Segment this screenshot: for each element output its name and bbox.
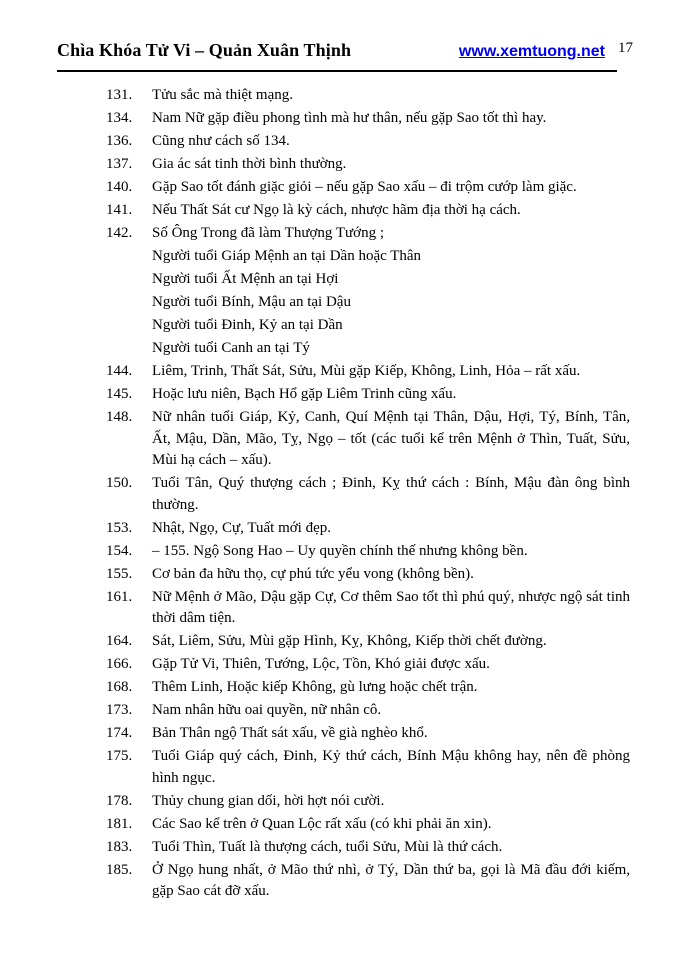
item-number: 183. [106,838,133,855]
item-text: Ở Ngọ hung nhất, ở Mão thứ nhì, ở Tý, Dần thứ ba, gọi là Mã đầu đới kiếm, gặp Sao cát đỡ xấu. [152,861,630,899]
item-text: Số Ông Trong đã làm Thượng Tướng ; [152,225,385,241]
list-item [106,837,630,859]
item-number: 140. [106,179,133,195]
page-number: 17 [618,40,633,56]
item-number: 178. [106,792,133,809]
list-item-continuation [106,338,630,360]
list-item [106,473,630,516]
item-number [106,315,152,337]
item-number: 174. [106,725,133,741]
list-item [106,746,630,789]
item-text: Hoặc lưu niên, Bạch Hổ gặp Liêm Trinh cũng xấu. [152,386,457,402]
item-number: 150. [106,475,133,491]
list-item [106,223,630,245]
item-number [106,292,152,314]
list-item [106,177,630,199]
list-item [106,631,630,653]
item-text: Nữ nhân tuổi Giáp, Kỷ, Canh, Quí Mệnh tại Thân, Dậu, Hợi, Tý, Bính, Tân, Ất, Mậu, Dần, Mão, Tỵ, Ngọ – tốt (các tuổi kể trên Mệnh ở Thìn, Tuất, Sửu, Mùi hạ cách – xấu). [152,409,630,468]
list-item [106,407,630,472]
item-text: Nam Nữ gặp điều phong tình mà hư thân, nếu gặp Sao tốt thì hay. [152,110,547,126]
list-item [106,700,630,722]
website-link[interactable]: www.xemtuong.net [458,43,605,60]
list-item [106,723,630,745]
item-number: 137. [106,156,133,172]
list-item-continuation [106,292,630,314]
item-number: 141. [106,202,133,218]
item-text: Thủy chung gian dối, hời hợt nói cười. [152,792,385,809]
item-number: 164. [106,633,133,649]
item-text: Tuổi Tân, Quý thượng cách ; Đinh, Kỵ thứ cách : Bính, Mậu đàn ông bình thường. [152,475,630,513]
list-item [106,814,630,836]
item-text: Liêm, Trinh, Thất Sát, Sửu, Mùi gặp Kiếp, Không, Linh, Hỏa – rất xấu. [152,363,581,379]
list-item [106,85,630,107]
item-text: Cơ bản đa hữu thọ, cự phú tức yểu vong (không bền). [152,565,474,582]
item-number: 185. [106,861,133,878]
item-text: Nam nhân hữu oai quyền, nữ nhân cô. [152,702,382,718]
item-number [106,338,152,360]
item-number: 145. [106,386,133,402]
list-item [106,564,630,586]
item-list [106,85,630,904]
item-text: Nữ Mệnh ở Mão, Dậu gặp Cự, Cơ thêm Sao tốt thì phú quý, nhược ngộ sát tinh thời dâm tiện. [152,588,630,626]
item-number: 153. [106,519,133,536]
item-text: Người tuổi Canh an tại Tý [152,340,310,356]
item-text: Thêm Linh, Hoặc kiếp Không, gù lưng hoặc chết trận. [152,679,478,695]
item-number: 154. [106,542,133,559]
item-text: Người tuổi Đinh, Kỷ an tại Dần [152,317,343,333]
list-item [106,860,630,903]
list-item-continuation [106,269,630,291]
item-text: Các Sao kể trên ở Quan Lộc rất xấu (có khi phải ăn xin). [152,815,492,832]
list-item [106,131,630,153]
item-number: 144. [106,363,133,379]
list-item [106,518,630,540]
list-item [106,654,630,676]
list-item [106,384,630,406]
list-item [106,677,630,699]
item-text: Sát, Liêm, Sửu, Mùi gặp Hình, Kỵ, Không, Kiếp thời chết đường. [152,633,547,649]
item-number: 175. [106,748,133,764]
item-number: 136. [106,133,133,149]
list-item [106,791,630,813]
item-number: 168. [106,679,133,695]
list-item [106,587,630,630]
item-number [106,269,152,291]
item-text: Gặp Sao tốt đánh giặc giỏi – nếu gặp Sao xấu – đi trộm cướp làm giặc. [152,179,577,195]
item-number: 181. [106,815,133,832]
item-text: Người tuổi Bính, Mậu an tại Dậu [152,294,351,310]
item-number: 134. [106,110,133,126]
list-item-continuation [106,315,630,337]
item-text: – 155. Ngộ Song Hao – Uy quyền chính thế nhưng không bền. [152,542,528,559]
list-item [106,541,630,563]
item-text: Nhật, Ngọ, Cự, Tuất mới đẹp. [152,519,331,536]
list-item [106,361,630,383]
item-text: Gia ác sát tinh thời bình thường. [152,156,347,172]
item-number: 173. [106,702,133,718]
item-number: 155. [106,565,133,582]
item-number [106,246,152,268]
item-text: Bản Thân ngộ Thất sát xấu, về già nghèo khổ. [152,725,428,741]
item-text: Tuổi Giáp quý cách, Đinh, Kỷ thứ cách, Bính Mậu không hay, nên đề phòng hình ngục. [152,748,630,786]
list-item-continuation [106,246,630,268]
book-title: Chìa Khóa Tử Vi – Quản Xuân Thịnh [57,40,352,60]
item-number: 161. [106,588,133,605]
item-number: 166. [106,656,133,672]
item-text: Gặp Tử Vi, Thiên, Tướng, Lộc, Tồn, Khó giải được xấu. [152,656,490,672]
item-number: 148. [106,409,133,425]
item-text: Cũng như cách số 134. [152,133,290,149]
item-text: Tuổi Thìn, Tuất là thượng cách, tuổi Sửu, Mùi là thứ cách. [152,838,503,855]
item-text: Người tuổi Ất Mệnh an tại Hợi [152,271,339,287]
item-text: Nếu Thất Sát cư Ngọ là kỳ cách, nhược hãm địa thời hạ cách. [152,202,521,218]
list-item [106,108,630,130]
list-item [106,154,630,176]
item-text: Người tuổi Giáp Mệnh an tại Dần hoặc Thân [152,248,422,264]
header-divider [57,70,617,72]
item-number: 142. [106,225,133,241]
item-text: Tửu sắc mà thiệt mạng. [152,87,294,103]
item-number: 131. [106,87,133,103]
list-item [106,200,630,222]
